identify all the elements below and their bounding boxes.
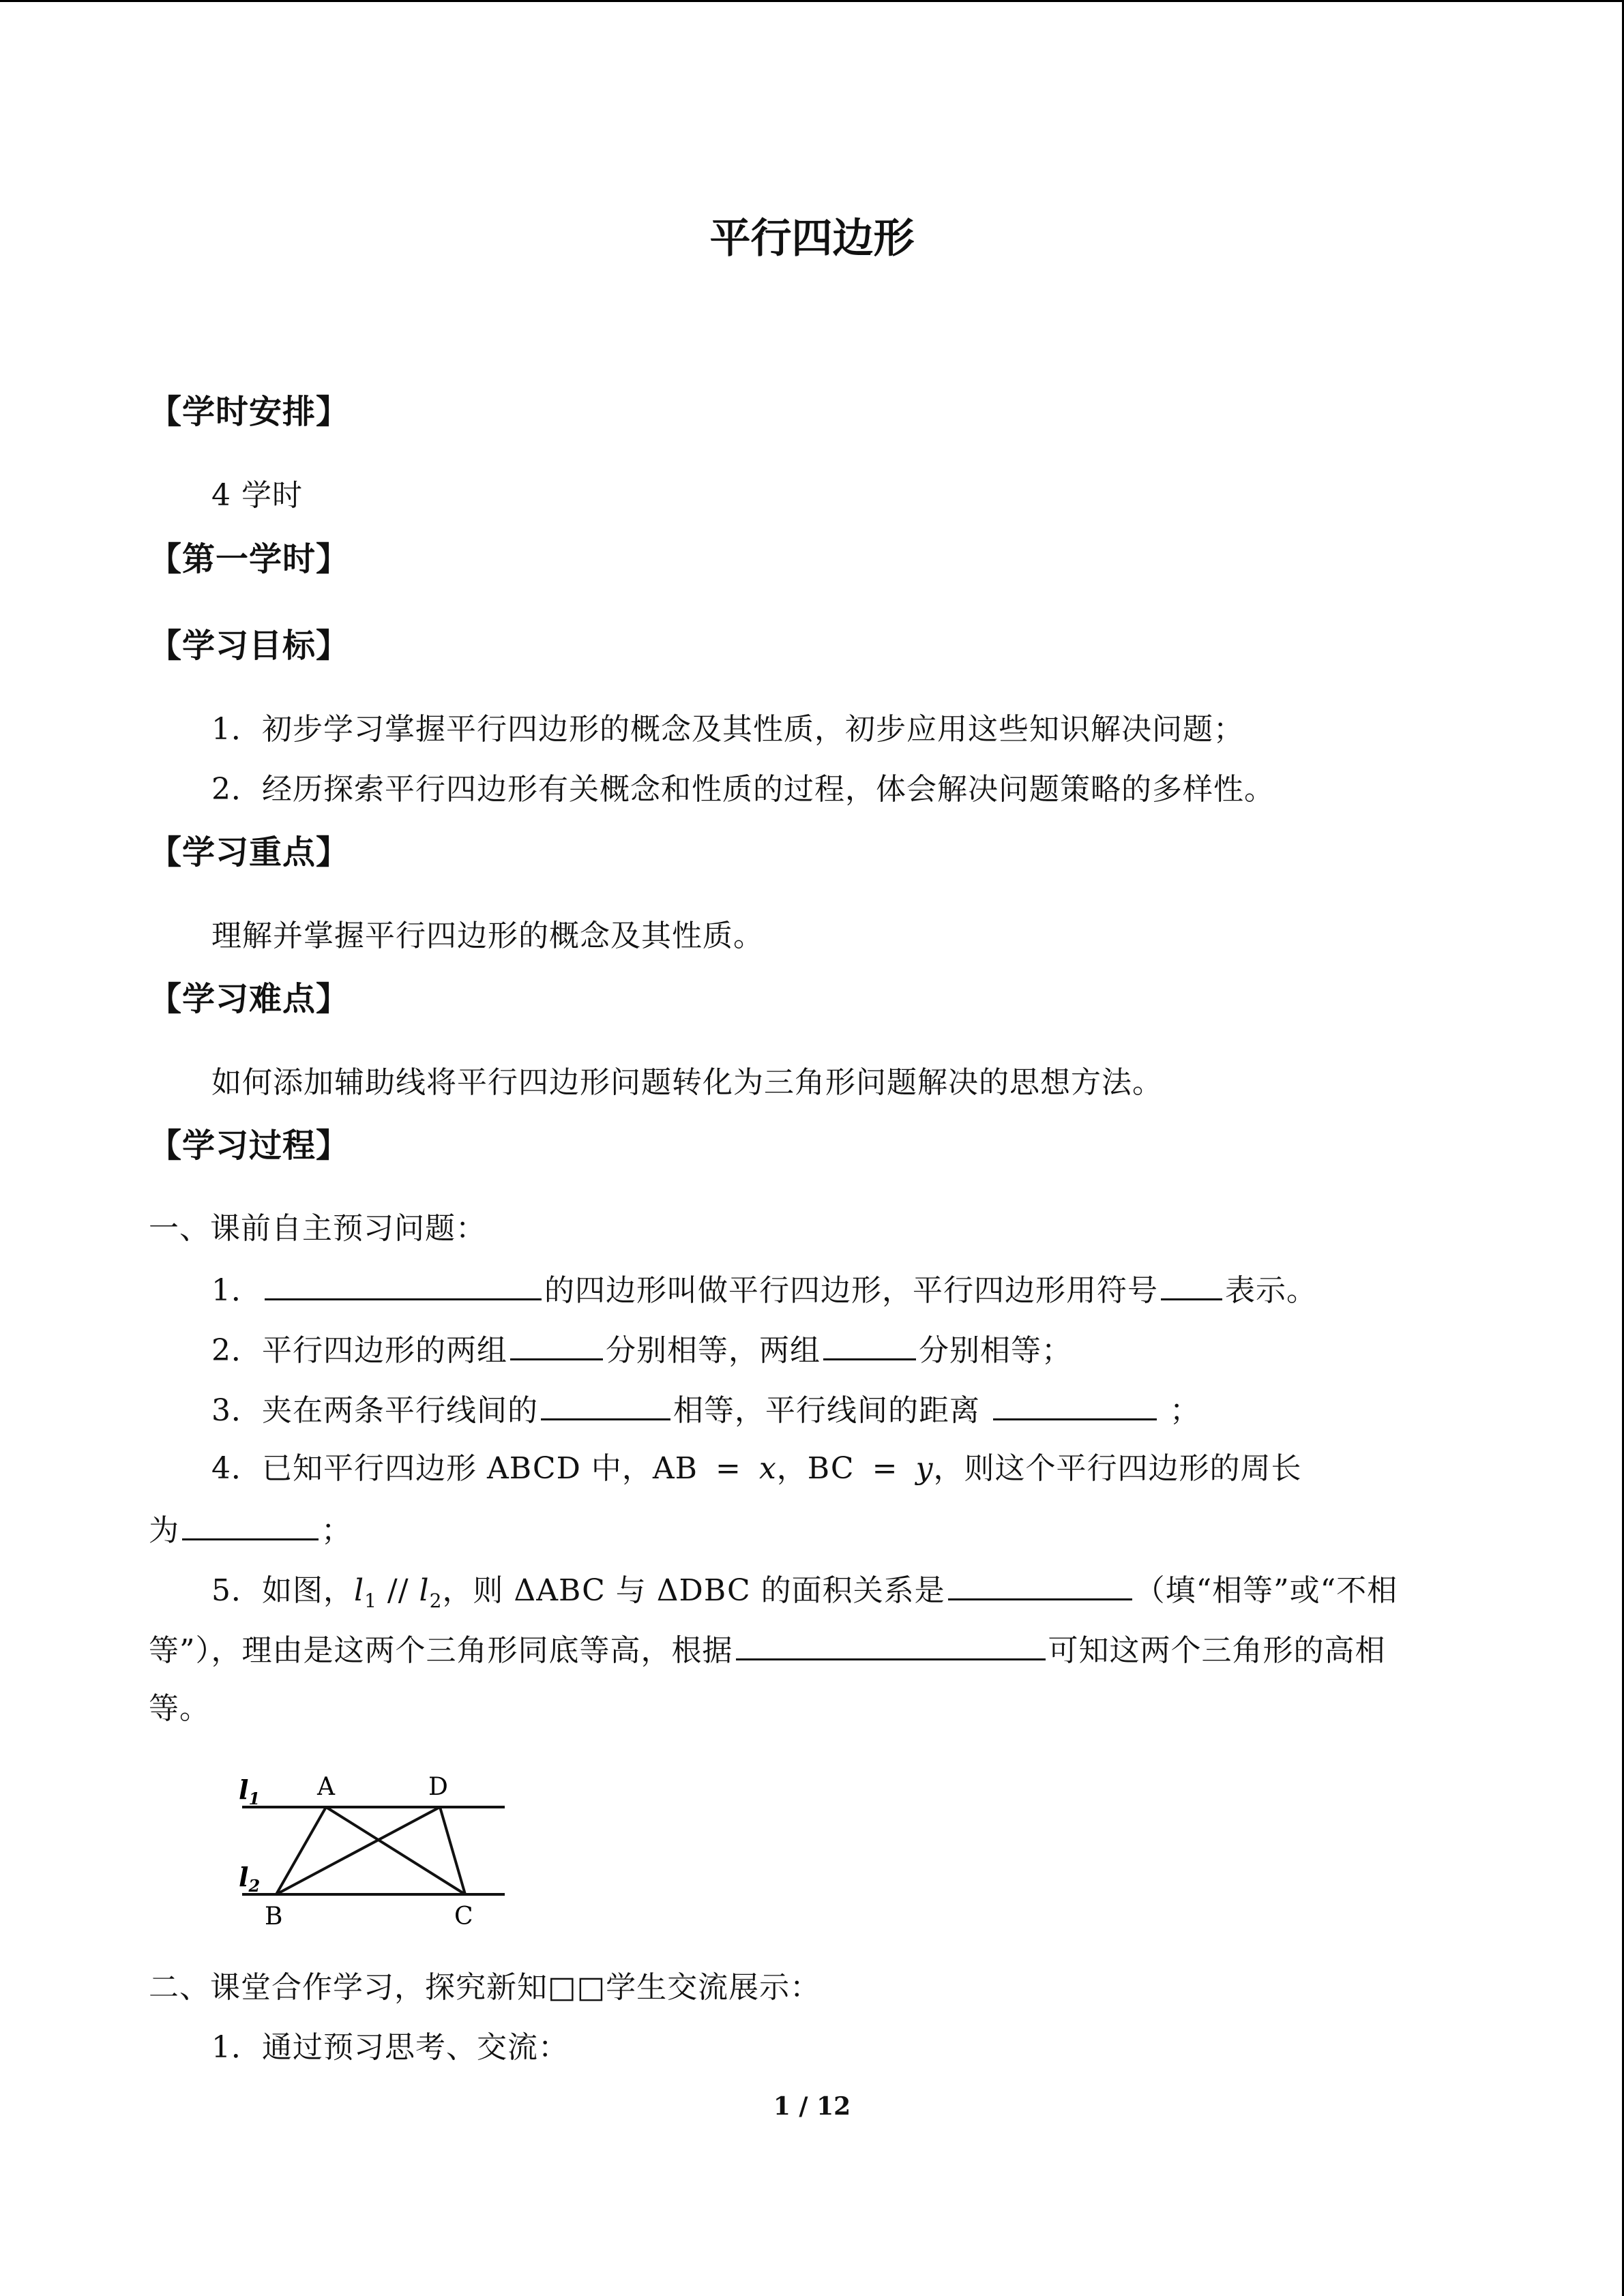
question-text: 分别相等； bbox=[919, 1333, 1072, 1368]
question-text: 5．如图， bbox=[211, 1573, 354, 1608]
key-point-text: 理解并掌握平行四边形的概念及其性质。 bbox=[211, 919, 764, 953]
heading-objectives: 【学习目标】 bbox=[149, 627, 350, 665]
question-3 bbox=[211, 1388, 1200, 1431]
difficulty-text: 如何添加辅助线将平行四边形问题转化为三角形问题解决的思想方法。 bbox=[211, 1065, 1163, 1100]
heading-key-points: 【学习重点】 bbox=[149, 833, 350, 871]
subscript: 1 bbox=[364, 1589, 377, 1612]
heading-difficulties: 【学习难点】 bbox=[149, 980, 350, 1018]
question-text: ，则这个平行四边形的周长 bbox=[933, 1451, 1302, 1486]
question-text: 4．已知平行四边形 ABCD 中，AB bbox=[211, 1451, 698, 1486]
line-l2-label: l bbox=[419, 1573, 430, 1608]
question-5-end: 等。 bbox=[149, 1691, 210, 1726]
answer-blank[interactable] bbox=[1161, 1268, 1222, 1300]
question-text: ，BC bbox=[776, 1451, 855, 1486]
question-text: 表示。 bbox=[1225, 1273, 1317, 1308]
label-B: B bbox=[265, 1903, 283, 1930]
label-l1: $l_1$ bbox=[239, 1774, 261, 1808]
question-text: 等”），理由是这两个三角形同底等高，根据 bbox=[149, 1633, 733, 1668]
question-text: ，则 ΔABC 与 ΔDBC 的面积关系是 bbox=[442, 1573, 945, 1608]
question-5 bbox=[211, 1568, 1398, 1622]
page-title: 平行四边形 bbox=[709, 215, 915, 263]
answer-blank[interactable] bbox=[541, 1388, 670, 1420]
answer-blank[interactable] bbox=[823, 1328, 916, 1360]
variable-x: x bbox=[758, 1451, 777, 1486]
question-text: （填“相等”或“不相 bbox=[1134, 1573, 1398, 1608]
question-text: ； bbox=[1170, 1393, 1200, 1428]
answer-blank[interactable] bbox=[265, 1268, 542, 1300]
section-title: 二、课堂合作学习，探究新知□□学生交流展示： bbox=[149, 1970, 821, 2005]
label-D: D bbox=[428, 1773, 448, 1801]
objective-item: 2．经历探索平行四边形有关概念和性质的过程，体会解决问题策略的多样性。 bbox=[211, 772, 1275, 807]
question-text: 3．夹在两条平行线间的 bbox=[211, 1393, 538, 1428]
variable-y: y bbox=[915, 1451, 934, 1486]
question-2 bbox=[211, 1328, 1072, 1371]
subscript: 2 bbox=[429, 1589, 443, 1612]
question-text: 相等，平行线间的距离 bbox=[673, 1393, 980, 1428]
question-text: 的四边形叫做平行四边形，平行四边形用符号 bbox=[544, 1273, 1158, 1308]
label-l2: $l_2$ bbox=[239, 1862, 261, 1896]
question-text: 分别相等，两组 bbox=[606, 1333, 821, 1368]
parallel-lines-figure bbox=[205, 1746, 525, 1937]
question-text: 2．平行四边形的两组 bbox=[211, 1333, 507, 1368]
line-l1-label: l bbox=[354, 1573, 365, 1608]
question-4-cont bbox=[149, 1508, 352, 1551]
answer-blank[interactable] bbox=[993, 1388, 1157, 1420]
label-C: C bbox=[454, 1903, 473, 1930]
answer-blank[interactable] bbox=[736, 1628, 1046, 1660]
question-4 bbox=[211, 1448, 1301, 1489]
parallel-symbol: // bbox=[377, 1573, 419, 1608]
question-text: 可知这两个三角形的高相 bbox=[1048, 1633, 1386, 1668]
page-number: 1 / 12 bbox=[773, 2092, 851, 2121]
equals-sign: = bbox=[715, 1451, 741, 1486]
heading-process: 【学习过程】 bbox=[149, 1127, 350, 1165]
section-item: 1．通过预习思考、交流： bbox=[211, 2030, 569, 2065]
question-1 bbox=[211, 1268, 1317, 1311]
label-A: A bbox=[317, 1773, 335, 1801]
objective-item: 1．初步学习掌握平行四边形的概念及其性质，初步应用这些知识解决问题； bbox=[211, 712, 1244, 747]
question-5-cont bbox=[149, 1628, 1386, 1671]
section-title: 一、课前自主预习问题： bbox=[149, 1211, 486, 1246]
schedule-text: 4 学时 bbox=[211, 478, 303, 513]
answer-blank[interactable] bbox=[182, 1508, 319, 1540]
answer-blank[interactable] bbox=[948, 1568, 1132, 1600]
page-border bbox=[0, 0, 1624, 2]
equals-sign: = bbox=[872, 1451, 898, 1486]
question-text: ； bbox=[321, 1513, 352, 1548]
question-text: 1． bbox=[211, 1273, 262, 1308]
question-text: 为 bbox=[149, 1513, 179, 1548]
heading-first-period: 【第一学时】 bbox=[149, 540, 350, 578]
heading-schedule: 【学时安排】 bbox=[149, 393, 350, 431]
answer-blank[interactable] bbox=[510, 1328, 603, 1360]
